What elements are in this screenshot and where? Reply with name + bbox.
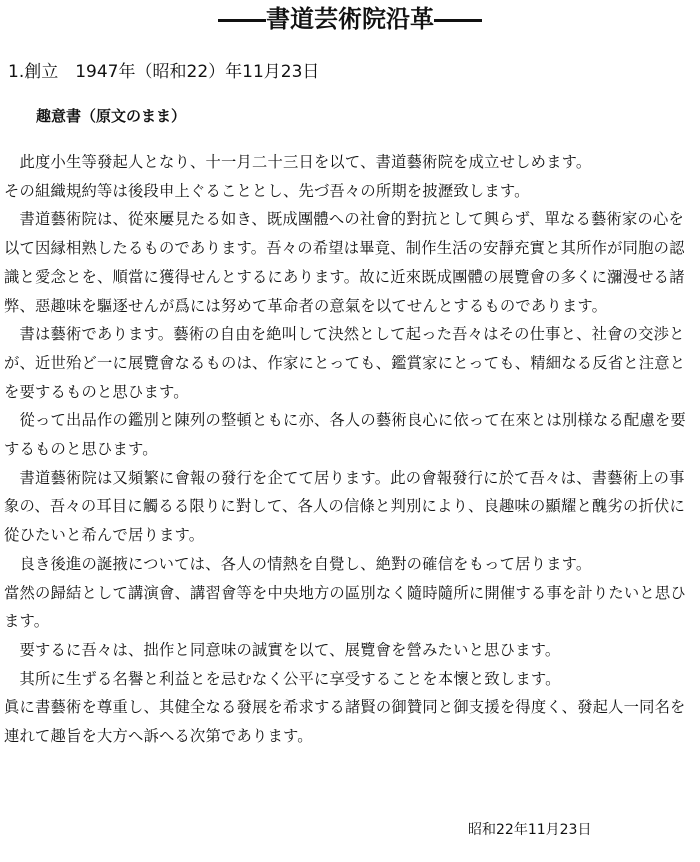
paragraph: 眞に書藝術を尊重し、其健全なる發展を希求する諸賢の御贊同と御支援を得度く、發起人一同名を連れて趣旨を大方へ訴へる次第であります。 <box>4 698 686 746</box>
document-date: 昭和22年11月23日 <box>468 822 592 838</box>
page-title: ――書道芸術院沿革―― <box>218 5 482 33</box>
section-number: 1. <box>8 62 25 82</box>
document-body <box>4 148 696 751</box>
paragraph: 當然の歸結として講演會、講習會等を中央地方の區別なく隨時隨所に開催する事を計りたいと思ひます。 <box>4 583 686 631</box>
paragraph: 此度小生等發起人となり、十一月二十三日を以て、書道藝術院を成立せしめます。 <box>4 153 592 171</box>
paragraph: 良き後進の誕掖については、各人の情熱を自覺し、絶對の確信をもって居ります。 <box>4 554 592 573</box>
paragraph: 其所に生ずる名譽と利益とを忌むなく公平に享受することを本懷と致します。 <box>4 669 561 688</box>
paragraph: その組織規約等は後段申上ぐることとし、先づ吾々の所期を披瀝致します。 <box>4 181 530 200</box>
paragraph: 要するに吾々は、拙作と同意味の誠實を以て、展覽會を營みたいと思ひます。 <box>4 640 561 659</box>
paragraph: 書道藝術院は、從來屢見たる如き、既成團體への社會的對抗として興らず、單なる藝術家の心を以て因縁相熟したるものであります。吾々の希望は畢竟、制作生活の安靜充實と其所作が同胞の認識と愛念とを、順當に獲得せんとするにあります。故に近來既成團體の展覽會の多くに瀰漫せる諸弊、惡趣味を驅逐せんが爲には努めて革命者の意氣を以てせんとするものであります。 <box>4 210 685 315</box>
paragraph: 從って出品作の鑑別と陳列の整頓ともに亦、各人の藝術良心に依って在來とは別様なる配慮を要するものと思ひます。 <box>4 411 686 459</box>
section-heading <box>8 60 688 84</box>
paragraph: 書道藝術院は又頻繁に會報の發行を企てて居ります。此の會報發行に於て吾々は、書藝術上の事象の、吾々の耳目に觸るる限りに對して、各人の信條と判別により、良趣味の顯耀と醜劣の折伏に從ひたいと希んで居ります。 <box>4 468 685 545</box>
subheading: 趣意書（原文のまま） <box>36 107 187 125</box>
paragraph: 書は藝術であります。藝術の自由を絶叫して決然として起った吾々はその仕事と、社會の交渉とが、近世殆ど一に展覽會なるものは、作家にとっても、鑑賞家にとっても、精細なる反省と注意とを要するものと思ひます。 <box>4 325 686 401</box>
section-heading-text: 創立 1947年（昭和22）年11月23日 <box>24 62 320 82</box>
